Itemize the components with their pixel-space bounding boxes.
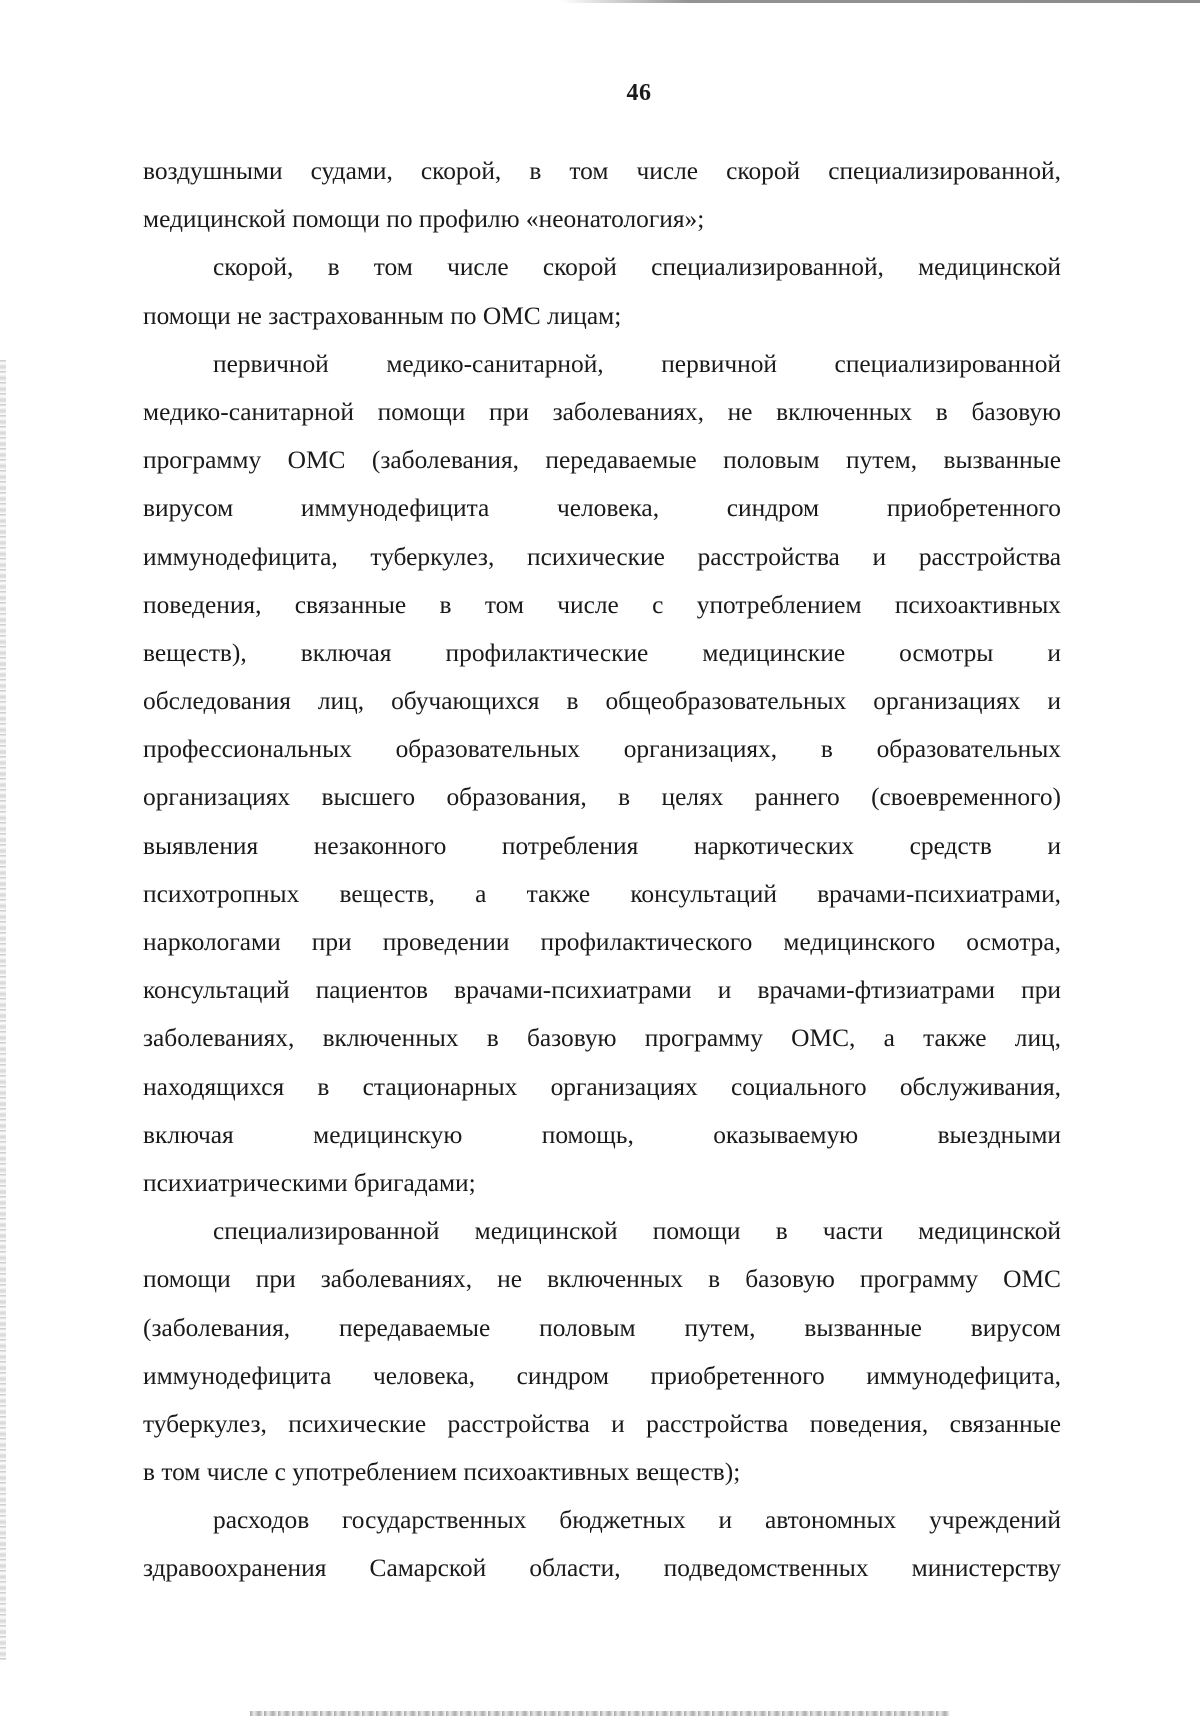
- text-line: первичной медико-санитарной, первичной специализированной: [213, 349, 1061, 378]
- text-line: медико-санитарной помощи при заболеваниях, не включенных в базовую: [143, 397, 1061, 426]
- paragraph: [143, 147, 1061, 243]
- text-line: иммунодефицита, туберкулез, психические расстройства и расстройства: [143, 542, 1061, 571]
- text-line: веществ), включая профилактические медицинские осмотры и: [143, 638, 1061, 667]
- text-line: воздушными судами, скорой, в том числе скорой специализированной,: [143, 157, 1061, 185]
- text-line: иммунодефицита человека, синдром приобретенного иммунодефицита,: [143, 1361, 1061, 1390]
- text-line: заболеваниях, включенных в базовую программу ОМС, а также лиц,: [143, 1024, 1061, 1053]
- text-line: помощи не застрахованным по ОМС лицам;: [143, 301, 622, 330]
- paragraph: [143, 340, 1061, 1207]
- text-line: вирусом иммунодефицита человека, синдром приобретенного: [143, 494, 1061, 523]
- text-line: в том числе с употреблением психоактивных веществ);: [143, 1458, 741, 1487]
- text-line: медицинской помощи по профилю «неонатология»;: [143, 205, 705, 234]
- text-line: профессиональных образовательных организациях, в образовательных: [143, 735, 1061, 764]
- document-body: [143, 147, 1061, 1593]
- text-line: находящихся в стационарных организациях социального обслуживания,: [143, 1072, 1061, 1101]
- scan-edge-top: [560, 0, 1200, 3]
- paragraph: [143, 1207, 1061, 1496]
- text-line: помощи при заболеваниях, не включенных в базовую программу ОМС: [143, 1265, 1061, 1294]
- text-line: организациях высшего образования, в целях раннего (своевременного): [143, 783, 1061, 812]
- text-line: расходов государственных бюджетных и автономных учреждений: [213, 1506, 1061, 1535]
- text-line: выявления незаконного потребления наркотических средств и: [143, 831, 1061, 860]
- text-line: (заболевания, передаваемые половым путем, вызванные вирусом: [143, 1313, 1061, 1342]
- paragraph: [143, 243, 1061, 339]
- text-line: наркологами при проведении профилактического медицинского осмотра,: [143, 928, 1061, 956]
- text-line: специализированной медицинской помощи в части медицинской: [213, 1217, 1061, 1246]
- text-line: скорой, в том числе скорой специализированной, медицинской: [213, 253, 1061, 282]
- text-line: программу ОМС (заболевания, передаваемые половым путем, вызванные: [143, 446, 1061, 475]
- text-line: психотропных веществ, а также консультаций врачами-психиатрами,: [143, 879, 1061, 908]
- scan-edge-left: [0, 360, 6, 1660]
- page-number: 46: [626, 80, 652, 106]
- paragraph: [143, 1496, 1061, 1592]
- text-line: здравоохранения Самарской области, подведомственных министерству: [143, 1554, 1061, 1583]
- text-line: психиатрическими бригадами;: [143, 1168, 476, 1197]
- text-line: поведения, связанные в том числе с употреблением психоактивных: [143, 590, 1061, 619]
- text-line: туберкулез, психические расстройства и расстройства поведения, связанные: [143, 1409, 1061, 1438]
- text-line: включая медицинскую помощь, оказываемую выездными: [143, 1120, 1061, 1149]
- text-line: консультаций пациентов врачами-психиатрами и врачами-фтизиатрами при: [143, 976, 1061, 1005]
- scan-edge-bottom: [250, 1711, 950, 1716]
- text-line: обследования лиц, обучающихся в общеобразовательных организациях и: [143, 687, 1061, 716]
